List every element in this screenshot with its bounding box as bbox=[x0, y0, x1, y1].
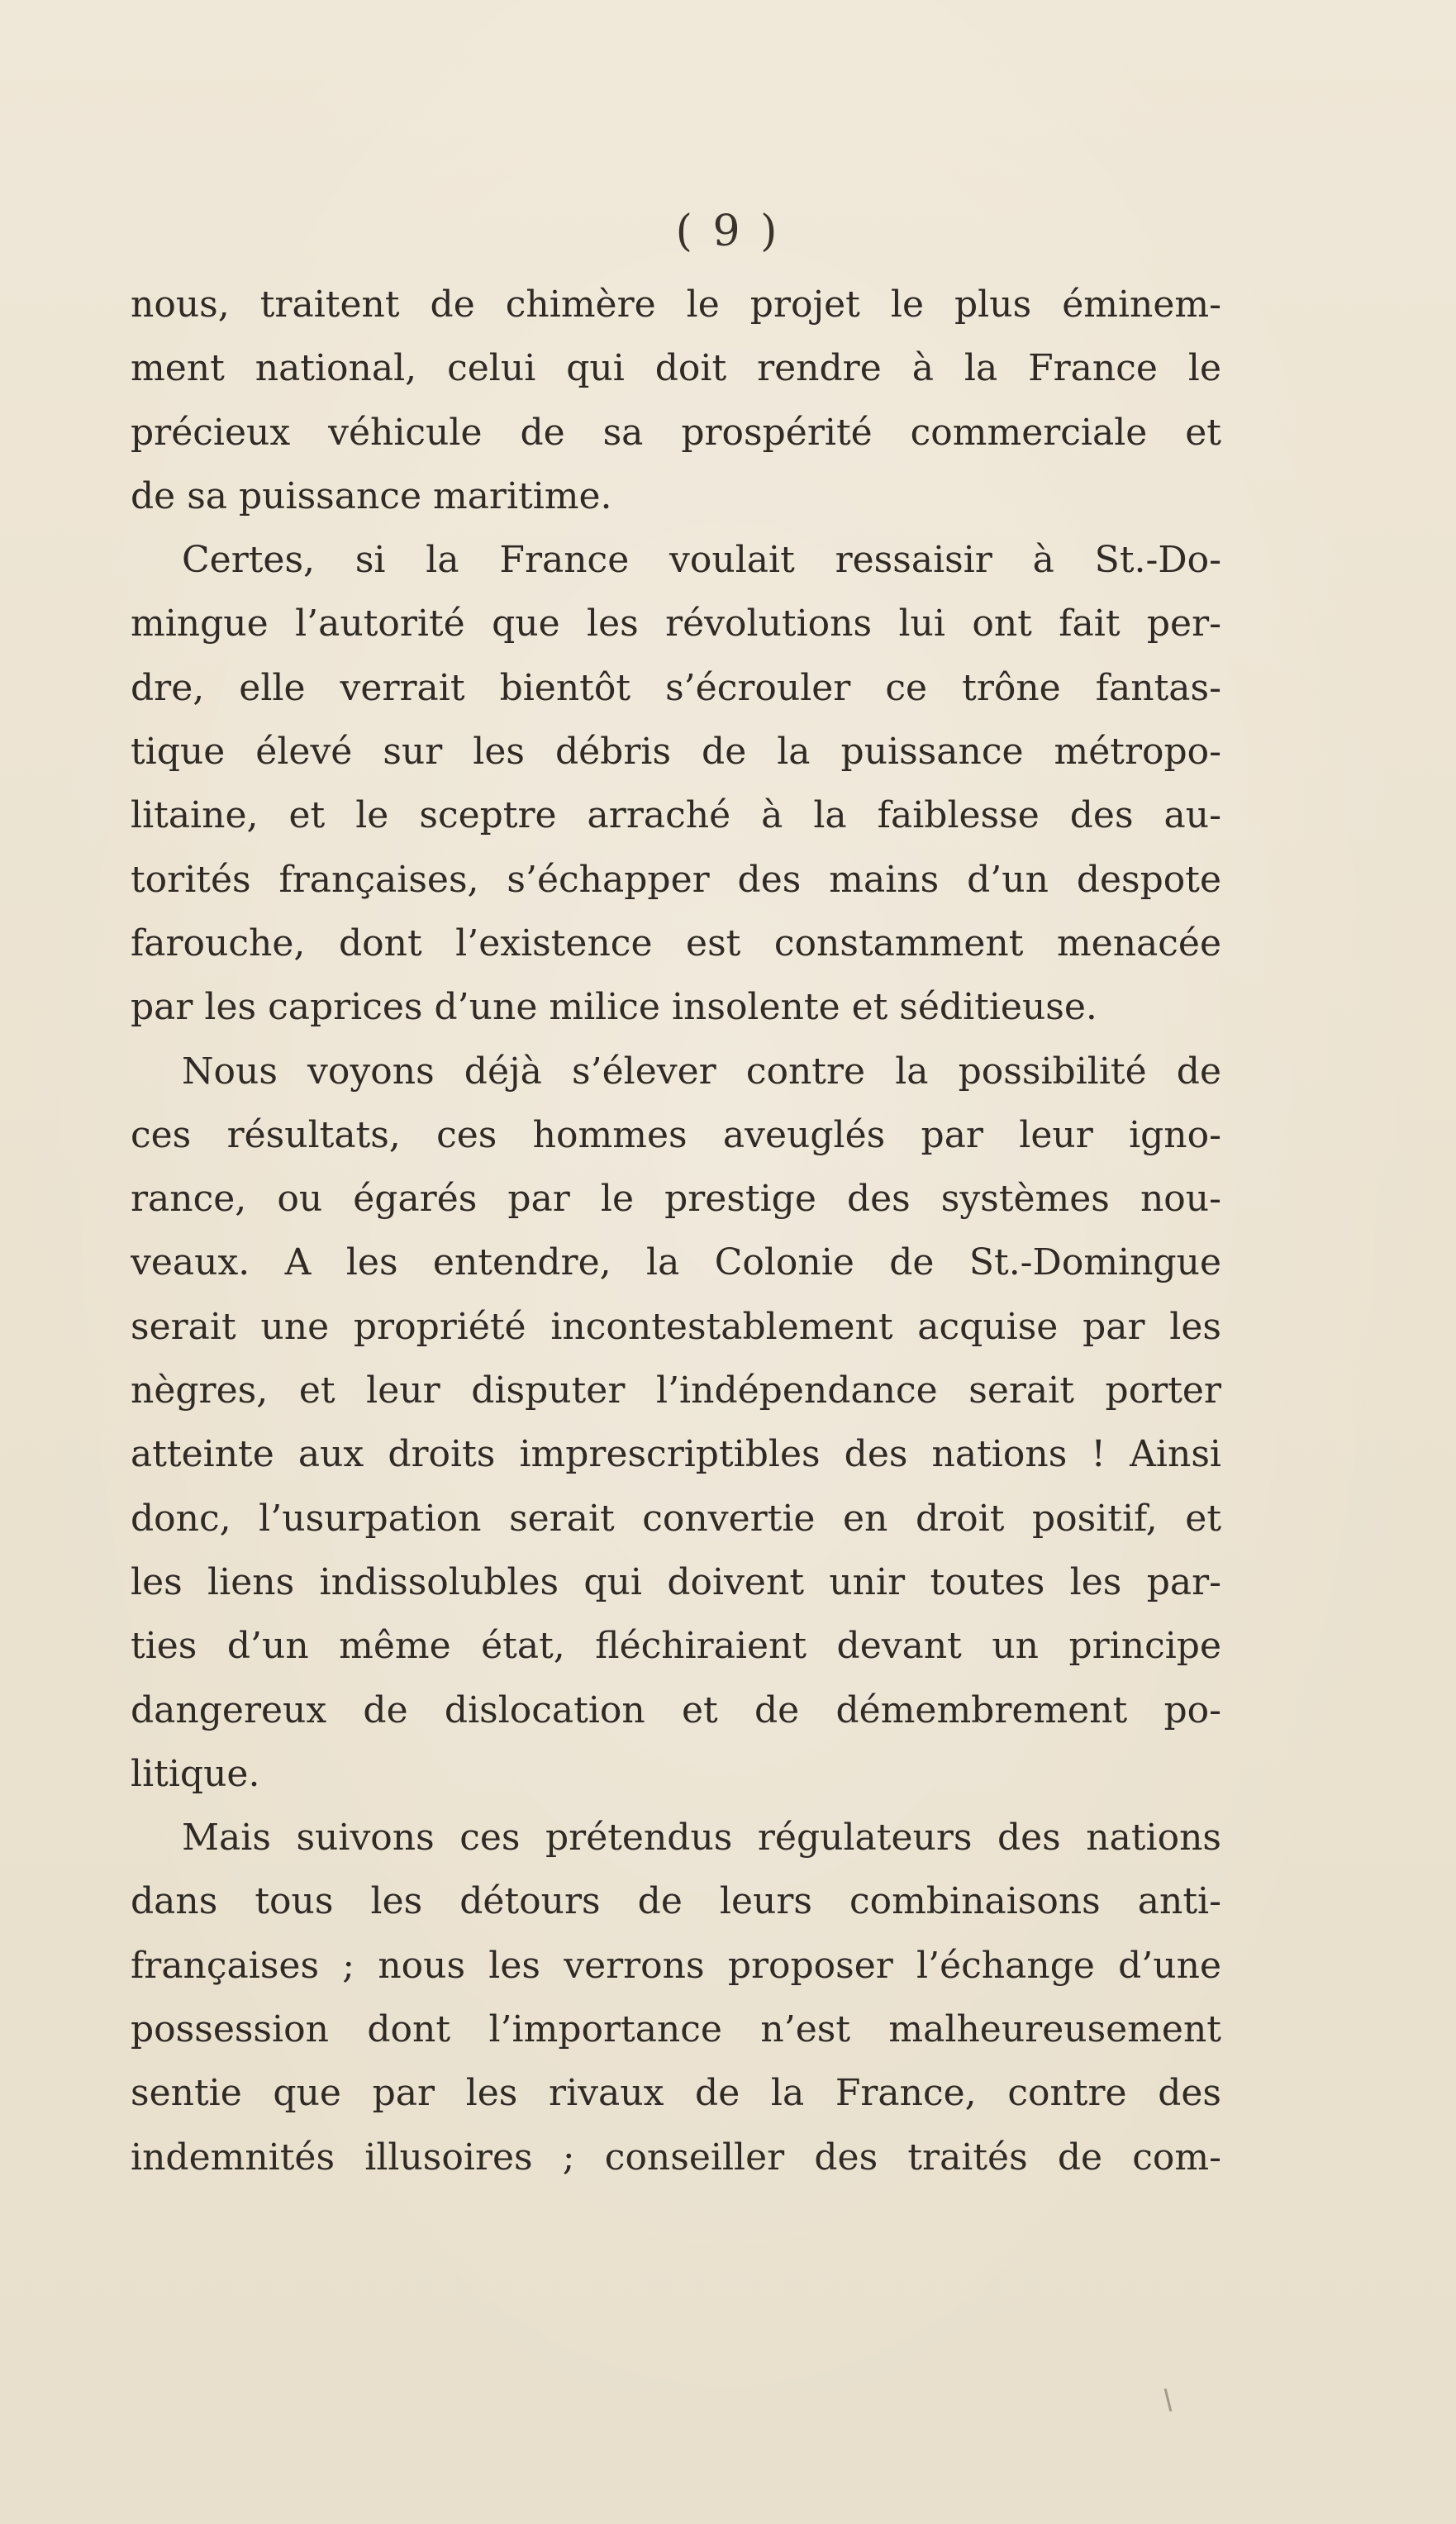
text-line: possession dont l’importance n’est malheureusement bbox=[131, 2008, 1221, 2051]
text-line: veaux. A les entendre, la Colonie de St.-Domingue bbox=[131, 1241, 1221, 1284]
text-line: indemnités illusoires ; conseiller des traités de com- bbox=[131, 2136, 1221, 2179]
text-line: Mais suivons ces prétendus régulateurs des nations bbox=[182, 1817, 1221, 1860]
text-line: dans tous les détours de leurs combinaisons anti- bbox=[131, 1880, 1221, 1923]
text-line: tique élevé sur les débris de la puissance métropo- bbox=[131, 731, 1221, 774]
page-number: ( 9 ) bbox=[675, 207, 781, 256]
text-line: torités françaises, s’échapper des mains d’un despote bbox=[131, 858, 1221, 901]
text-line: nègres, et leur disputer l’indépendance serait porter bbox=[131, 1369, 1221, 1412]
text-line: serait une propriété incontestablement acquise par les bbox=[131, 1305, 1221, 1348]
text-line: par les caprices d’une milice insolente et séditieuse. bbox=[131, 986, 1097, 1029]
text-line: Nous voyons déjà s’élever contre la possibilité de bbox=[182, 1050, 1221, 1093]
text-line: rance, ou égarés par le prestige des systèmes nou- bbox=[131, 1178, 1221, 1221]
text-line: dangereux de dislocation et de démembrement po- bbox=[131, 1688, 1221, 1731]
text-line: atteinte aux droits imprescriptibles des nations ! Ainsi bbox=[131, 1433, 1221, 1476]
text-line: Certes, si la France voulait ressaisir à St.-Do- bbox=[182, 539, 1221, 582]
text-line: donc, l’usurpation serait convertie en droit positif, et bbox=[131, 1497, 1221, 1540]
text-line: ment national, celui qui doit rendre à la France le bbox=[131, 347, 1221, 390]
text-line: nous, traitent de chimère le projet le plus éminem- bbox=[131, 283, 1221, 326]
text-line: litique. bbox=[131, 1752, 260, 1795]
text-line: litaine, et le sceptre arraché à la faiblesse des au- bbox=[131, 794, 1221, 837]
text-line: ces résultats, ces hommes aveuglés par leur igno- bbox=[131, 1113, 1221, 1156]
text-line: dre, elle verrait bientôt s’écrouler ce trône fantas- bbox=[131, 666, 1221, 709]
text-line: farouche, dont l’existence est constamment menacée bbox=[131, 921, 1221, 964]
text-line: françaises ; nous les verrons proposer l’échange d’une bbox=[131, 1944, 1221, 1987]
text-line: ties d’un même état, fléchiraient devant un principe bbox=[131, 1625, 1221, 1668]
text-line: mingue l’autorité que les révolutions lui ont fait per- bbox=[131, 602, 1221, 645]
text-line: sentie que par les rivaux de la France, contre des bbox=[131, 2072, 1221, 2115]
text-line: précieux véhicule de sa prospérité commerciale et bbox=[131, 411, 1221, 454]
text-line: de sa puissance maritime. bbox=[131, 474, 612, 517]
body-text bbox=[131, 273, 1221, 2189]
text-line: les liens indissolubles qui doivent unir toutes les par- bbox=[131, 1560, 1221, 1603]
paper-mark bbox=[1164, 2388, 1173, 2412]
